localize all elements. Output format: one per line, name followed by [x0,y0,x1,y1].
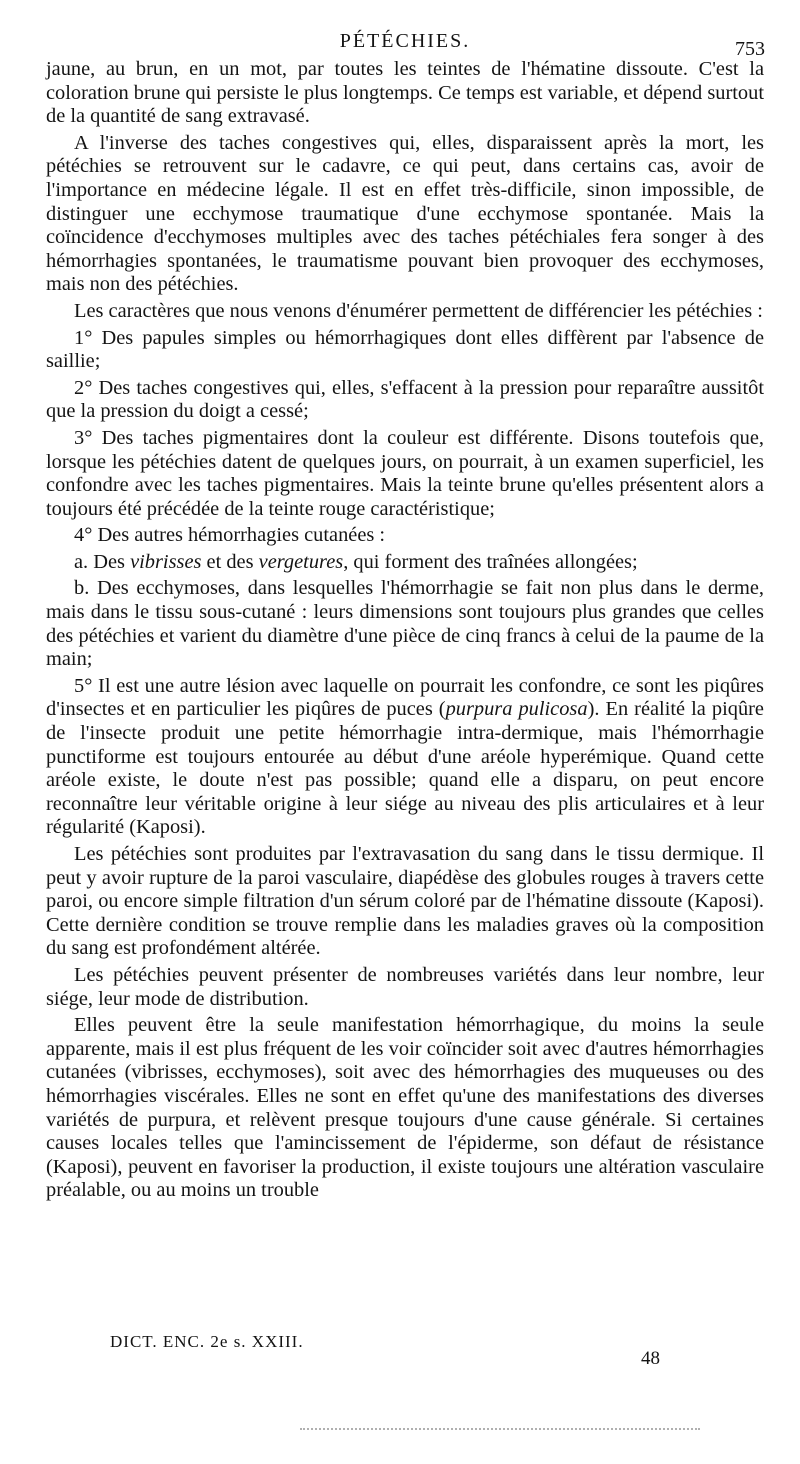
paragraph-5: Les pétéchies peuvent présenter de nombreuses variétés dans leur nombre, leur siége, leur mode de distribution. [46,963,764,1010]
sheet-number: 48 [641,1348,660,1369]
text-run: 5° Il est une autre lésion avec laquelle on pourrait les confondre, ce sont les piqûres d'insectes et en particulier les piqûres de puces ( [46,674,764,721]
list-item-5 [46,675,764,840]
paragraph-4: Les pétéchies sont produites par l'extravasation du sang dans le tissu dermique. Il peut y avoir rupture de la paroi vasculaire, diapédèse des globules rouges à travers cette paroi, ou encore simple filtration d'un sérum coloré par de l'hématine dissoute (Kaposi). Cette dernière condition se trouve remplie dans les maladies graves où la composition du sang est profondément altérée. [46,843,764,960]
list-item-4: 4° Des autres hémorrhagies cutanées : [74,524,386,547]
page-footer [110,1332,670,1372]
list-item-4a [46,551,764,575]
running-title: PÉTÉCHIES. [339,30,471,52]
italic-term: vergetures [258,550,344,573]
text-run: , qui forment des traînées allongées; [343,550,638,573]
paragraph-6: Elles peuvent être la seule manifestation hémorrhagique, du moins la seule apparente, mais il est plus fréquent de les voir coïncider soit avec d'autres hémorrhagies cutanées (vibrisses, ecchymoses), soit avec des hémorrhagies des muqueuses ou des hémorrhagies viscérales. Elles ne sont en effet qu'une des manifestations des diverses variétés de purpura, et relèvent presque toujours d'une cause générale. Si certaines causes locales telles que l'amincissement de l'épiderme, son défaut de résistance (Kaposi), peuvent en favoriser la production, il existe toujours une altération vasculaire préalable, ou au moins un trouble [46,1014,764,1202]
list-item-3: 3° Des taches pigmentaires dont la couleur est différente. Disons toutefois que, lorsque les pétéchies datent de quelques jours, on pourrait, à un examen superficiel, les confondre avec les taches pigmentaires. Mais la teinte brune qu'elles présentent alors a toujours été précédée de la teinte rouge caractéristique; [46,426,764,520]
text-run: ). En réalité la piqûre de l'insecte produit une petite hémorrhagie intra-dermique, mais l'hémorrhagie punctiforme est toujours entourée au début d'une aréole hyperémique. Quand cette aréole existe, le doute n'est pas possible; quand elle a disparu, on peut encore reconnaître leur véritable origine à leur siége au niveau des plis articulaires et à leur régularité (Kaposi). [46,698,764,839]
signature-mark: DICT. ENC. 2e s. XXIII. [110,1332,304,1351]
bleed-through-line [300,1428,700,1433]
paragraph-1: jaune, au brun, en un mot, par toutes les teintes de l'hématine dissoute. C'est la coloration brune qui persiste le plus longtemps. Ce temps est variable, et dépend surtout de la quantité de sang extravasé. [46,58,764,128]
paragraph-2: A l'inverse des taches congestives qui, elles, disparaissent après la mort, les pétéchies se retrouvent sur le cadavre, ce qui peut, dans certains cas, avoir de l'importance en médecine légale. Il est en effet très-difficile, sinon impossible, de distinguer une ecchymose traumatique d'une ecchymose spontanée. Mais la coïncidence d'ecchymoses multiples avec des taches pétéchiales fera songer à des hémorrhagies spontanées, le traumatisme pouvant bien provoquer des ecchymoses, mais non des pétéchies. [46,131,764,296]
list-item-4b: b. Des ecchymoses, dans lesquelles l'hémorrhagie se fait non plus dans le derme, mais dans le tissu sous-cutané : leurs dimensions sont toujours plus grandes que celles des pétéchies et varient du diamètre d'une pièce de cinq francs à celui de la paume de la main; [46,577,764,671]
body-text [46,58,764,1206]
italic-term: purpura pulicosa [445,698,588,721]
text-run: et des [201,550,259,573]
list-item-1: 1° Des papules simples ou hémorrhagiques dont elles diffèrent par l'absence de saillie; [46,326,764,373]
italic-term: vibrisses [130,550,202,573]
page-header [45,30,765,60]
list-item-2: 2° Des taches congestives qui, elles, s'effacent à la pression pour reparaître aussitôt que la pression du doigt a cessé; [46,376,764,423]
page-number: 753 [735,38,765,60]
paragraph-3: Les caractères que nous venons d'énumérer permettent de différencier les pétéchies : [74,299,763,322]
text-run: a. Des [74,550,131,573]
